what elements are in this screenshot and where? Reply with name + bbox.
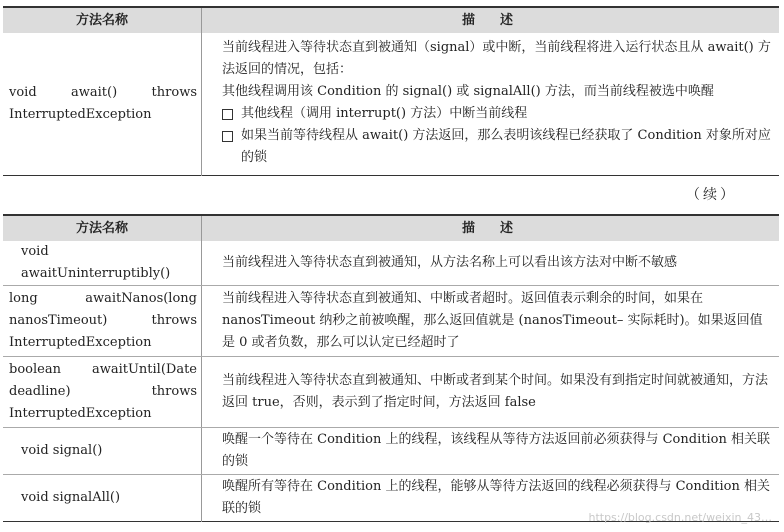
method-name: void await() throws InterruptedException: [9, 85, 197, 122]
continued-label: （续）: [686, 187, 737, 203]
table-header: [3, 7, 779, 33]
method-name-cell: [3, 286, 202, 357]
checkbox-bullet-icon: [222, 131, 233, 142]
method-desc-cell: [202, 286, 780, 357]
list-item: [222, 125, 771, 169]
table-row: [3, 357, 779, 428]
table-row: [3, 428, 779, 475]
desc-text: 当前线程进入等待状态直到被通知（signal）或中断，当前线程将进入运行状态且从 await() 方法返回的情况，包括：: [222, 40, 771, 77]
desc-text: 唤醒一个等待在 Condition 上的线程，该线程从等待方法返回前必须获得与 Condition 相关联的锁: [222, 432, 770, 469]
method-name-cell: [3, 357, 202, 428]
table-header: [3, 215, 779, 241]
method-table-1: [3, 6, 779, 176]
table-row: [3, 33, 779, 176]
method-name-cell: [3, 475, 202, 522]
desc-text: 当前线程进入等待状态直到被通知，从方法名称上可以看出该方法对中断不敏感: [222, 255, 678, 270]
table-row: [3, 241, 779, 286]
method-desc-cell: [202, 428, 780, 475]
method-desc-cell: [202, 357, 780, 428]
column-header-desc: 描 述: [202, 7, 780, 33]
column-header-name: 方法名称: [3, 215, 202, 241]
method-name: void signal(): [21, 443, 103, 458]
desc-text: 当前线程进入等待状态直到被通知、中断或者到某个时间。如果没有到指定时间就被通知，方法返回 true，否则，表示到了指定时间，方法返回 false: [222, 373, 769, 410]
desc-text: 唤醒所有等待在 Condition 上的线程，能够从等待方法返回的线程必须获得与 Condition 相关联的锁: [222, 479, 770, 516]
method-name: boolean awaitUntil(Date deadline) throws InterruptedException: [9, 362, 197, 421]
method-desc-cell: [202, 241, 780, 286]
method-name-cell: [3, 428, 202, 475]
desc-text: 当前线程进入等待状态直到被通知、中断或者超时。返回值表示剩余的时间，如果在 nanosTimeout 纳秒之前被唤醒，那么返回值就是 (nanosTimeout– 实际耗时)。如果返回值是 0 或者负数，那么可以认定已经超时了: [222, 291, 763, 350]
column-header-desc: 描 述: [202, 215, 780, 241]
bullet-text: 其他线程（调用 interrupt() 方法）中断当前线程: [241, 106, 528, 121]
method-name: void awaitUninterruptibly(): [21, 244, 171, 281]
checkbox-bullet-icon: [222, 109, 233, 120]
method-name: long awaitNanos(long nanosTimeout) throws InterruptedException: [9, 291, 197, 350]
method-table-2: [3, 214, 779, 522]
document-page: [3, 6, 779, 522]
watermark: https://blog.csdn.net/weixin_43…: [588, 511, 772, 524]
list-item: [222, 103, 771, 125]
table-row: [3, 286, 779, 357]
column-header-name: 方法名称: [3, 7, 202, 33]
method-name-cell: [3, 241, 202, 286]
bullet-text: 如果当前等待线程从 await() 方法返回，那么表明该线程已经获取了 Condition 对象所对应的锁: [241, 128, 771, 165]
method-name: void signalAll(): [21, 490, 121, 505]
method-name-cell: [3, 33, 202, 176]
method-desc-cell: [202, 33, 780, 176]
desc-text: 其他线程调用该 Condition 的 signal() 或 signalAll() 方法，而当前线程被选中唤醒: [222, 84, 714, 99]
